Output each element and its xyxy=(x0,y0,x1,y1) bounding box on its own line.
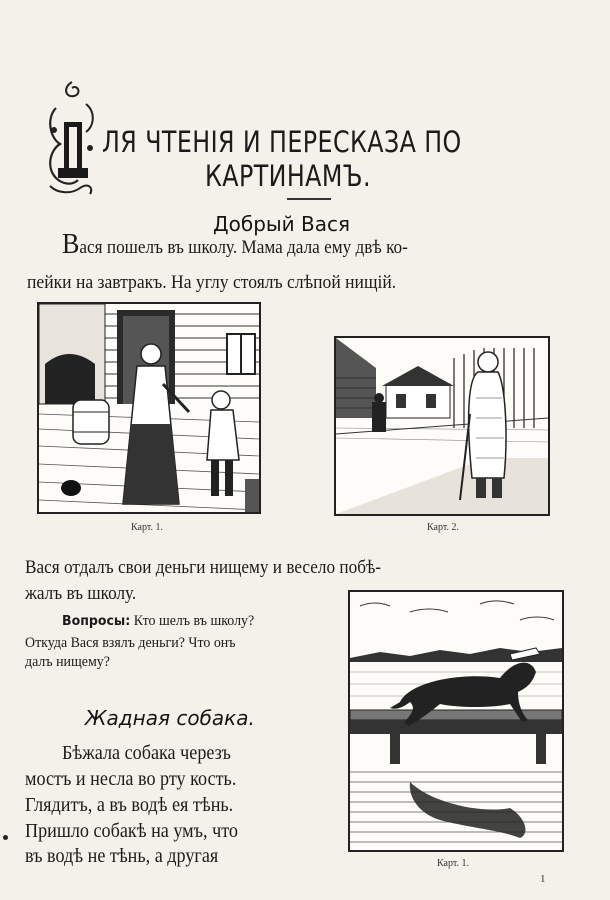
story1-para1-line1 xyxy=(62,229,408,260)
header-divider xyxy=(287,198,331,200)
questions-line-1-text: Кто шелъ въ школу? xyxy=(130,613,255,629)
questions-line-1 xyxy=(62,611,254,631)
story2-line2: мостъ и несла во рту кость. xyxy=(25,769,237,790)
page-number: 1 xyxy=(540,873,546,885)
questions-label: Вопросы: xyxy=(62,613,131,629)
illustration-mother-and-boy xyxy=(37,302,261,514)
story2-line4: Пришло собакѣ на умъ, что xyxy=(25,821,238,842)
caption-picture-1: Карт. 1. xyxy=(131,522,163,533)
story1-para2-line2: жалъ въ школу. xyxy=(25,584,137,604)
story2-title: Жадная собака. xyxy=(85,706,255,730)
story1-initial: В xyxy=(62,229,80,260)
story2-line1: Бѣжала собака черезъ xyxy=(62,743,231,764)
story1-para1-line2: пейки на завтракъ. На углу стоялъ слѣпой нищій. xyxy=(27,273,397,293)
illustration-greedy-dog xyxy=(348,590,564,852)
story1-para1-line1-text: ася пошелъ въ школу. Мама дала ему двѣ ко- xyxy=(79,238,408,258)
illustration-blind-beggar xyxy=(334,336,550,516)
story1-title: Добрый Вася xyxy=(213,212,351,236)
header-line-2: КАРТИНАМЪ. xyxy=(205,159,371,193)
story1-para2-line1: Вася отдалъ свои деньги нищему и весело побѣ- xyxy=(25,558,382,578)
caption-picture-2: Карт. 2. xyxy=(427,522,459,533)
header-line-1: ЛЯ ЧТЕНІЯ И ПЕРЕСКАЗА ПО xyxy=(102,125,462,159)
story2-line5: въ водѣ не тѣнь, а другая xyxy=(25,846,219,867)
questions-line-2: Откуда Вася взялъ деньги? Что онъ xyxy=(25,635,236,651)
story2-line3: Глядитъ, а въ водѣ ея тѣнь. xyxy=(25,795,234,816)
questions-line-3: далъ нищему? xyxy=(25,654,110,670)
margin-mark xyxy=(3,835,8,840)
ornamental-dropcap xyxy=(42,78,102,196)
caption-story2-picture: Карт. 1. xyxy=(437,858,469,869)
